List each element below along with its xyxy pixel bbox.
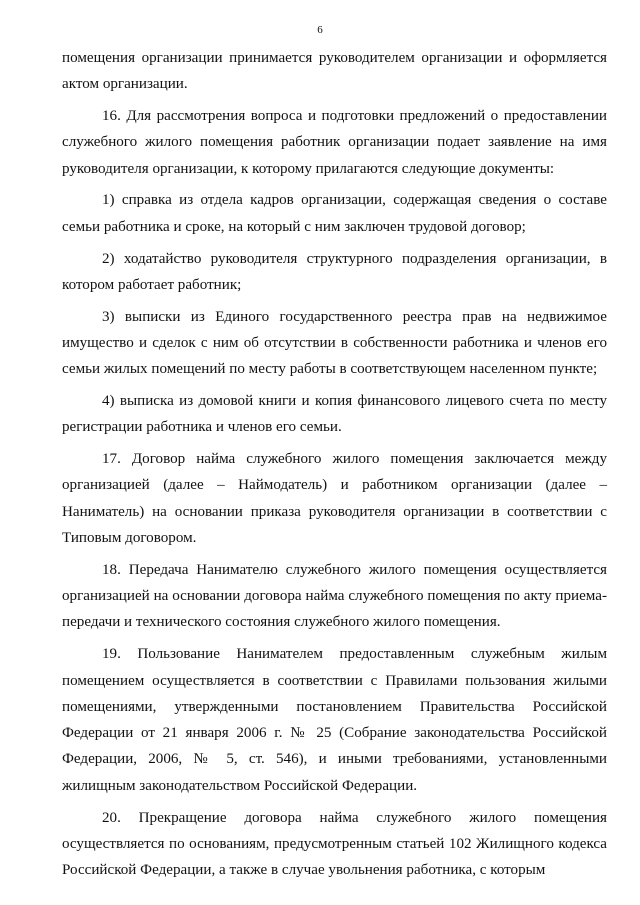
document-body bbox=[62, 45, 607, 889]
paragraph-20: 20. Прекращение договора найма служебного жилого помещения осуществляется по основаниям, предусмотренным статьей 102 Жилищного кодекса Российской Федерации, а также в случае увольнения работника, с которым bbox=[62, 809, 607, 879]
paragraph-continuation: помещения организации принимается руководителем организации и оформляется актом организации. bbox=[62, 50, 607, 93]
paragraph-16-item-1: 1) справка из отдела кадров организации, содержащая сведения о составе семьи работника и сроке, на который с ним заключен трудовой договор; bbox=[62, 192, 607, 235]
paragraph-16: 16. Для рассмотрения вопроса и подготовки предложений о предоставлении служебного жилого помещения работник организации подает заявление на имя руководителя организации, к которому прилагаются следующие документы: bbox=[62, 108, 607, 177]
page-number: 6 bbox=[317, 24, 323, 36]
paragraph-19: 19. Пользование Нанимателем предоставленным служебным жилым помещением осуществляется в соответствии с Правилами пользования жилыми помещениями, утвержденными постановлением Правительства Российской Федерации от 21 января 2006 г. № 25 (Собрание законодательства Российской Федерации, 2006, № 5, ст. 546), и иными требованиями, установленными жилищным законодательством Российской Федерации. bbox=[62, 646, 607, 794]
paragraph-16-item-2: 2) ходатайство руководителя структурного подразделения организации, в котором работает работник; bbox=[62, 250, 607, 293]
paragraph-16-item-4: 4) выписка из домовой книги и копия финансового лицевого счета по месту регистрации работника и членов его семьи. bbox=[62, 393, 607, 436]
paragraph-16-item-3: 3) выписки из Единого государственного реестра прав на недвижимое имущество и сделок с ним об отсутствии в собственности работника и членов его семьи жилых помещений по месту работы в соответствующем населенном пункте; bbox=[62, 308, 607, 378]
paragraph-17: 17. Договор найма служебного жилого помещения заключается между организацией (далее – Наймодатель) и работником организации (далее – Наниматель) на основании приказа руководителя организации в соответствии с Типовым договором. bbox=[62, 451, 607, 547]
paragraph-18: 18. Передача Нанимателю служебного жилого помещения осуществляется организацией на основании договора найма служебного помещения по акту приема-передачи и технического состояния служебного жилого помещения. bbox=[62, 561, 607, 631]
